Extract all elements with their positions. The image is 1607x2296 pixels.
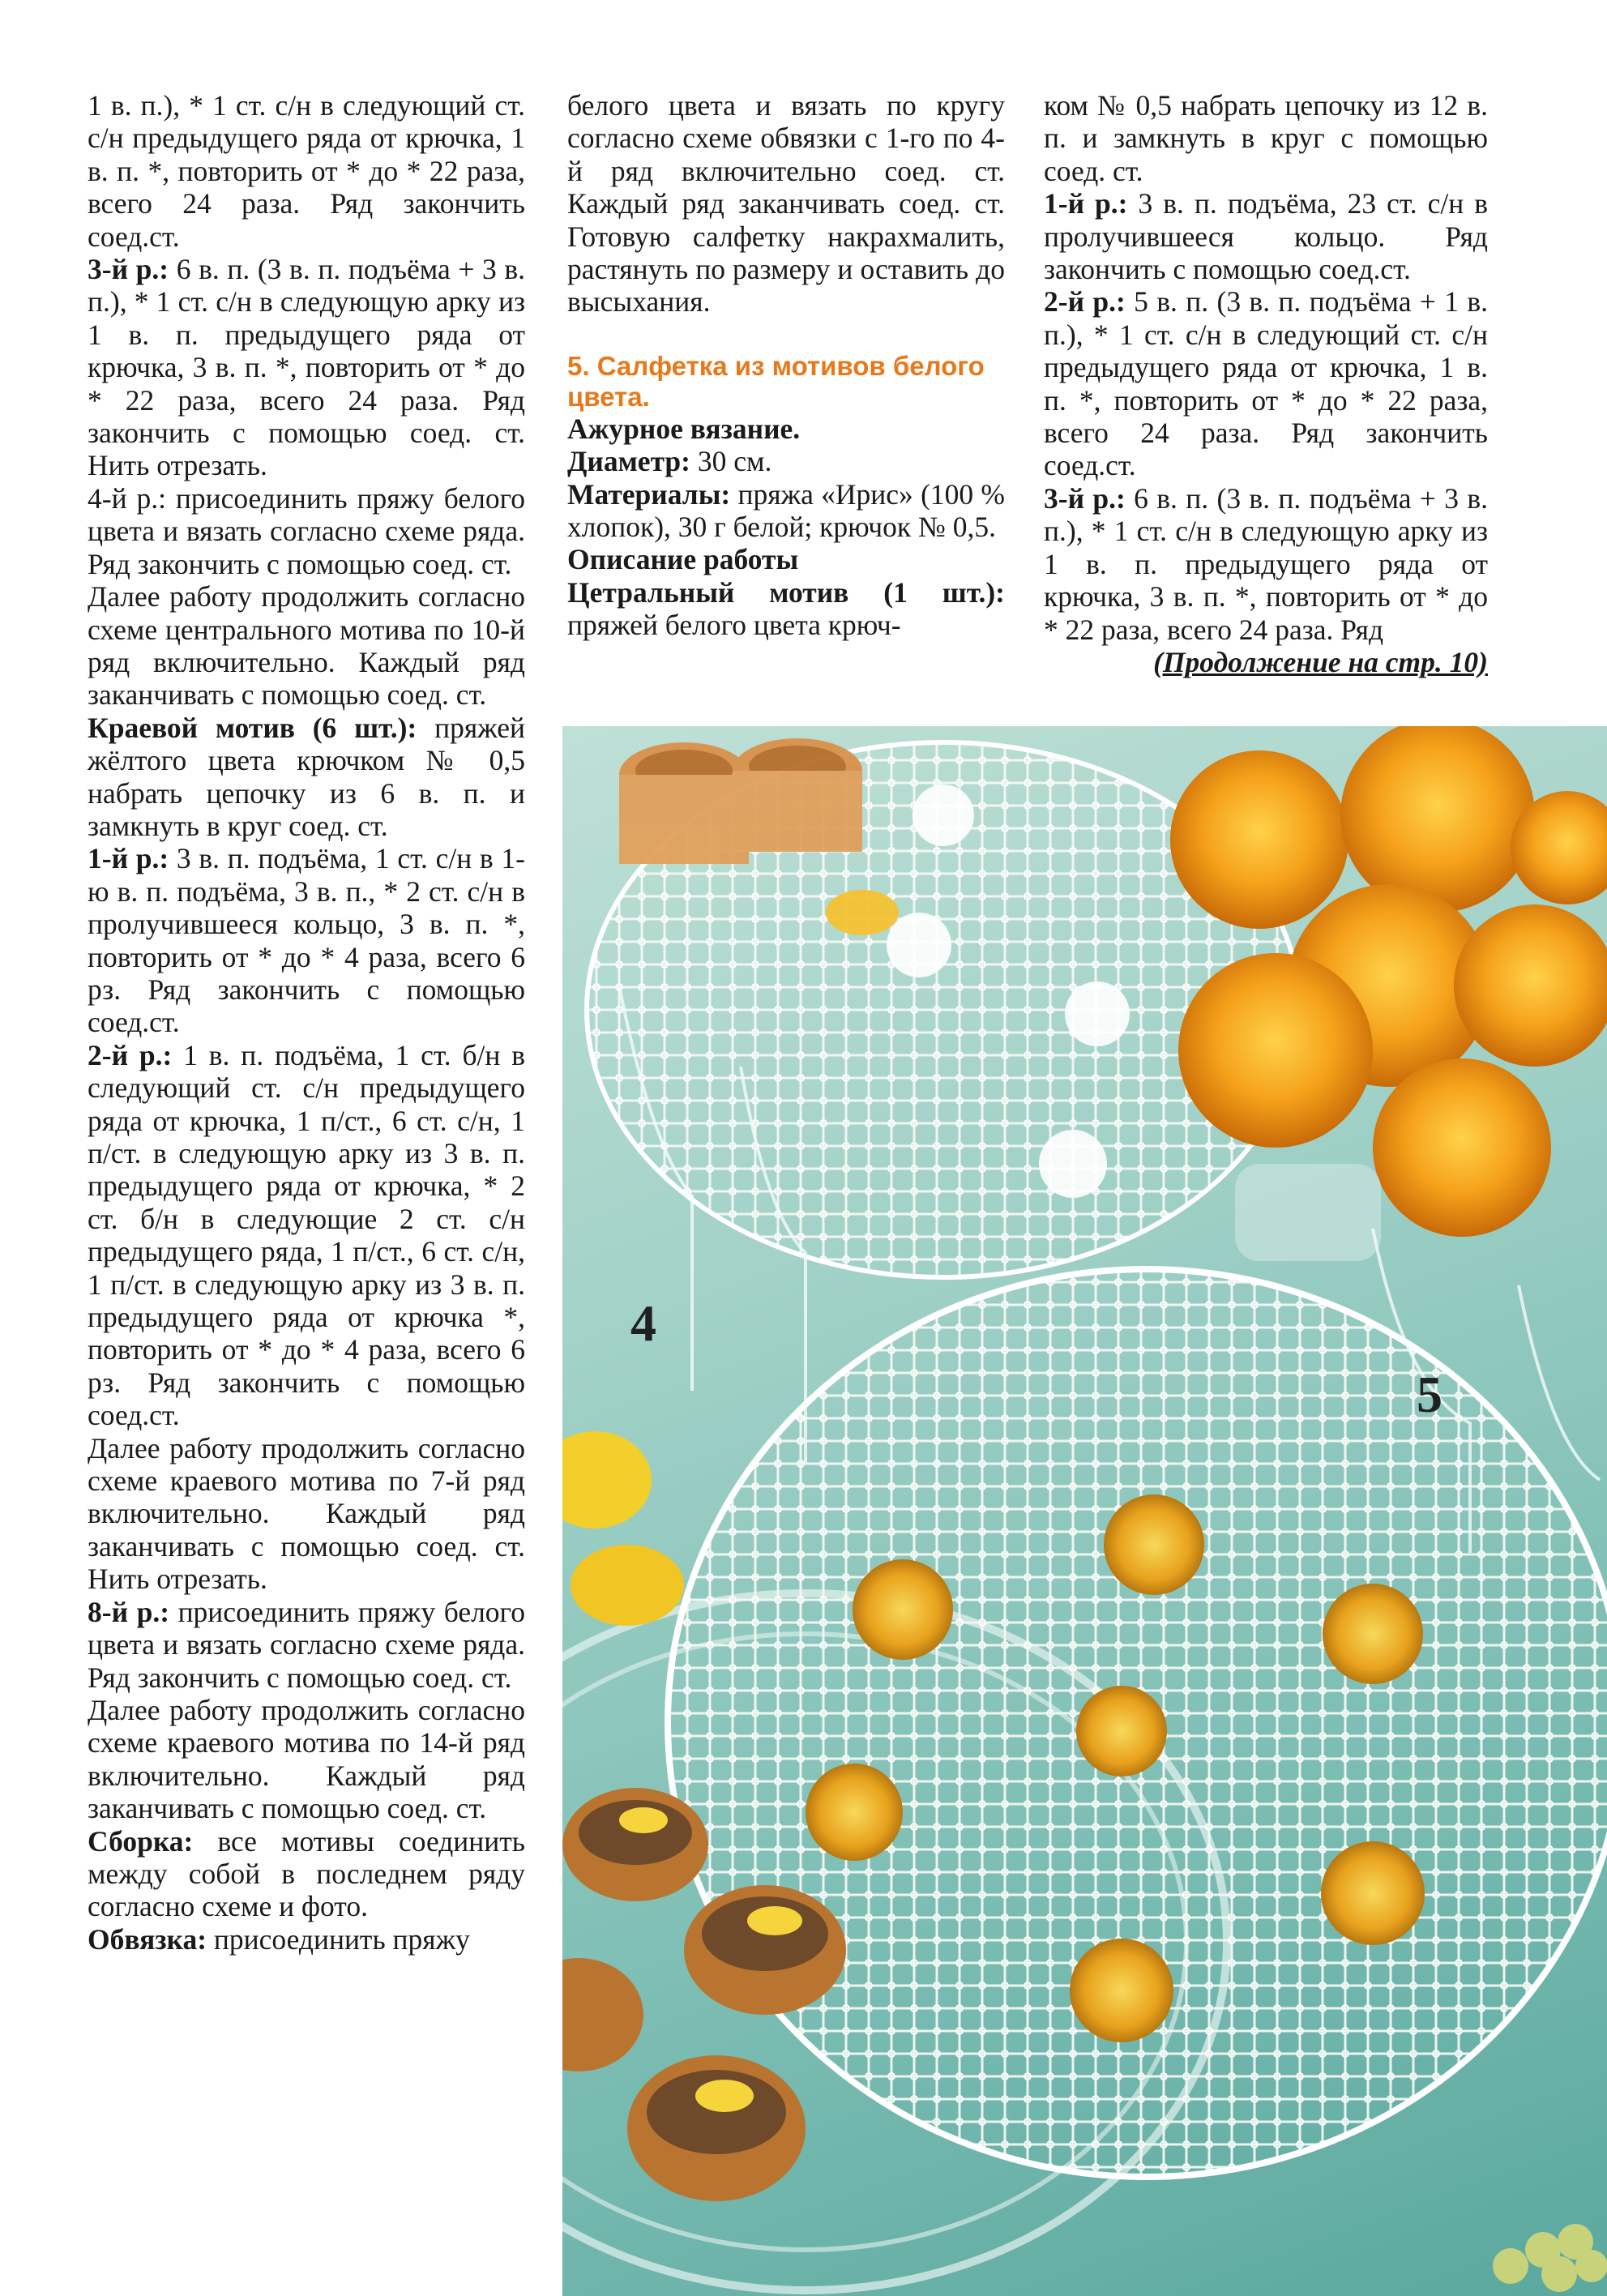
yellow-motif [806,1764,903,1861]
doily-photo [562,726,1607,2296]
text-column-2 [567,89,1005,642]
paragraph: 2-й р.: 5 в. п. (3 в. п. подъёма + 1 в. п.), * 1 ст. с/н в следующий ст. с/н предыдущего ряда от крючка, 1 в. п. *, повторить от * до * 22 раза, всего 24 раза. Ряд закончить соед.ст. [1044,285,1488,482]
yellow-motif [1323,1584,1423,1684]
central-motif-line: Цетральный мотив (1 шт.): пряжей белого цвета крюч- [567,575,1005,642]
paragraph: 1-й р.: 3 в. п. подъёма, 23 ст. с/н в пролучившееся кольцо. Ряд закончить с помощью соед.ст. [1044,187,1488,286]
yellow-motif [1076,1686,1167,1777]
text-column-3 [1044,89,1488,678]
section-heading: 5. Салфетка из мотивов белого цвета. [567,350,985,412]
paragraph: 8-й р.: присоединить пряжу белого цвета и вязать согласно схеме ряда. Ряд закончить с помощью соед. ст. [88,1595,525,1694]
materials-line: Материалы: пряжа «Ирис» (100 % хлопок), 30 г белой; крючок № 0,5. [567,477,1005,544]
lemons [562,1431,684,1626]
text-column-1 [88,89,525,1956]
paragraph: Сборка: все мотивы соединить между собой в последнем ряду согласно схеме и фото. [88,1824,525,1923]
diameter-line: Диаметр: 30 см. [567,445,772,478]
continued-note: (Продолжение на стр. 10) [1153,645,1488,678]
technique-line: Ажурное вязание. [567,412,801,445]
paragraph: Далее работу продолжить согласно схеме краевого мотива по 7-й ряд включительно. Каждый ряд заканчивать с помощью соед. ст. Нить отрезать. [88,1431,525,1596]
paragraph: белого цвета и вязать по кругу согласно схеме обвязки с 1-го по 4-й ряд включительно соед. ст. Каждый ряд заканчивать соед. ст. Готовую салфетку накрахмалить, растянуть по размеру и оставить до высыхания. [567,89,1005,319]
vase [1235,1164,1381,1261]
paragraph: Обвязка: присоединить пряжу [88,1922,470,1956]
yellow-motif [1070,1939,1173,2042]
paragraph: Краевой мотив (6 шт.): пряжей жёлтого цвета крючком № 0,5 набрать цепочку из 6 в. п. и замкнуть в круг соед. ст. [88,711,525,842]
paragraph: 3-й р.: 6 в. п. (3 в. п. подъёма + 3 в. п.), * 1 ст. с/н в следующую арку из 1 в. п. предыдущего ряда от крючка, 3 в. п. *, повторить от * до * 22 раза, всего 24 раза. Ряд закончить с помощью соед. ст. Нить отрезать. [88,253,525,482]
description-heading: Описание работы [567,543,799,576]
paragraph: ком № 0,5 набрать цепочку из 12 в. п. и замкнуть в круг с помощью соед. ст. [1044,89,1488,187]
paragraph: 3-й р.: 6 в. п. (3 в. п. подъёма + 3 в. п.), * 1 ст. с/н в следующую арку из 1 в. п. предыдущего ряда от крючка, 3 в. п. *, повторить от * до * 22 раза, всего 24 раза. Ряд [1044,481,1488,646]
paragraph: Далее работу продолжить согласно схеме краевого мотива по 14-й ряд включительно. Каждый ряд заканчивать с помощью соед. ст. [88,1693,525,1825]
paragraph: 4-й р.: присоединить пряжу белого цвета и вязать согласно схеме ряда. Ряд закончить с помощью соед. ст. [88,481,525,580]
paragraph: Далее работу продолжить согласно схеме центрального мотива по 10-й ряд включительно. Каждый ряд заканчивать с помощью соед. ст. [88,580,525,712]
doily-number-4: 4 [630,1294,656,1352]
yellow-motif [1321,1841,1425,1945]
doily-number-5: 5 [1417,1366,1442,1423]
yellow-motif [1104,1494,1204,1595]
yellow-motif [853,1559,953,1660]
paragraph: 1-й р.: 3 в. п. подъёма, 1 ст. с/н в 1-ю в. п. подъёма, 3 в. п., * 2 ст. с/н в пролучившееся кольцо, 3 в. п. *, повторить от * до * 4 раза, всего 6 рз. Ряд закончить с помощью соед.ст. [88,842,525,1039]
photo-illustration [562,726,1607,2296]
paragraph: 1 в. п.), * 1 ст. с/н в следующий ст. с/н предыдущего ряда от крючка, 1 в. п. *, повторить от * до * 22 раза, всего 24 раза. Ряд закончить соед.ст. [88,89,525,253]
grapes [1493,2224,1607,2292]
paragraph: 2-й р.: 1 в. п. подъёма, 1 ст. б/н в следующий ст. с/н предыдущего ряда от крючка, 1 п/ст., 6 ст. с/н, 1 п/ст. в следующую арку из 3 в. п. предыдущего ряда от крючка, * 2 ст. б/н в следующие 2 ст. с/н предыдущего ряда, 1 п/ст., 6 ст. с/н, 1 п/ст. в следующую арку из 3 в. п. предыдущего ряда от крючка *, повторить от * до * 4 раза, всего 6 рз. Ряд закончить с помощью соед.ст. [88,1038,525,1432]
